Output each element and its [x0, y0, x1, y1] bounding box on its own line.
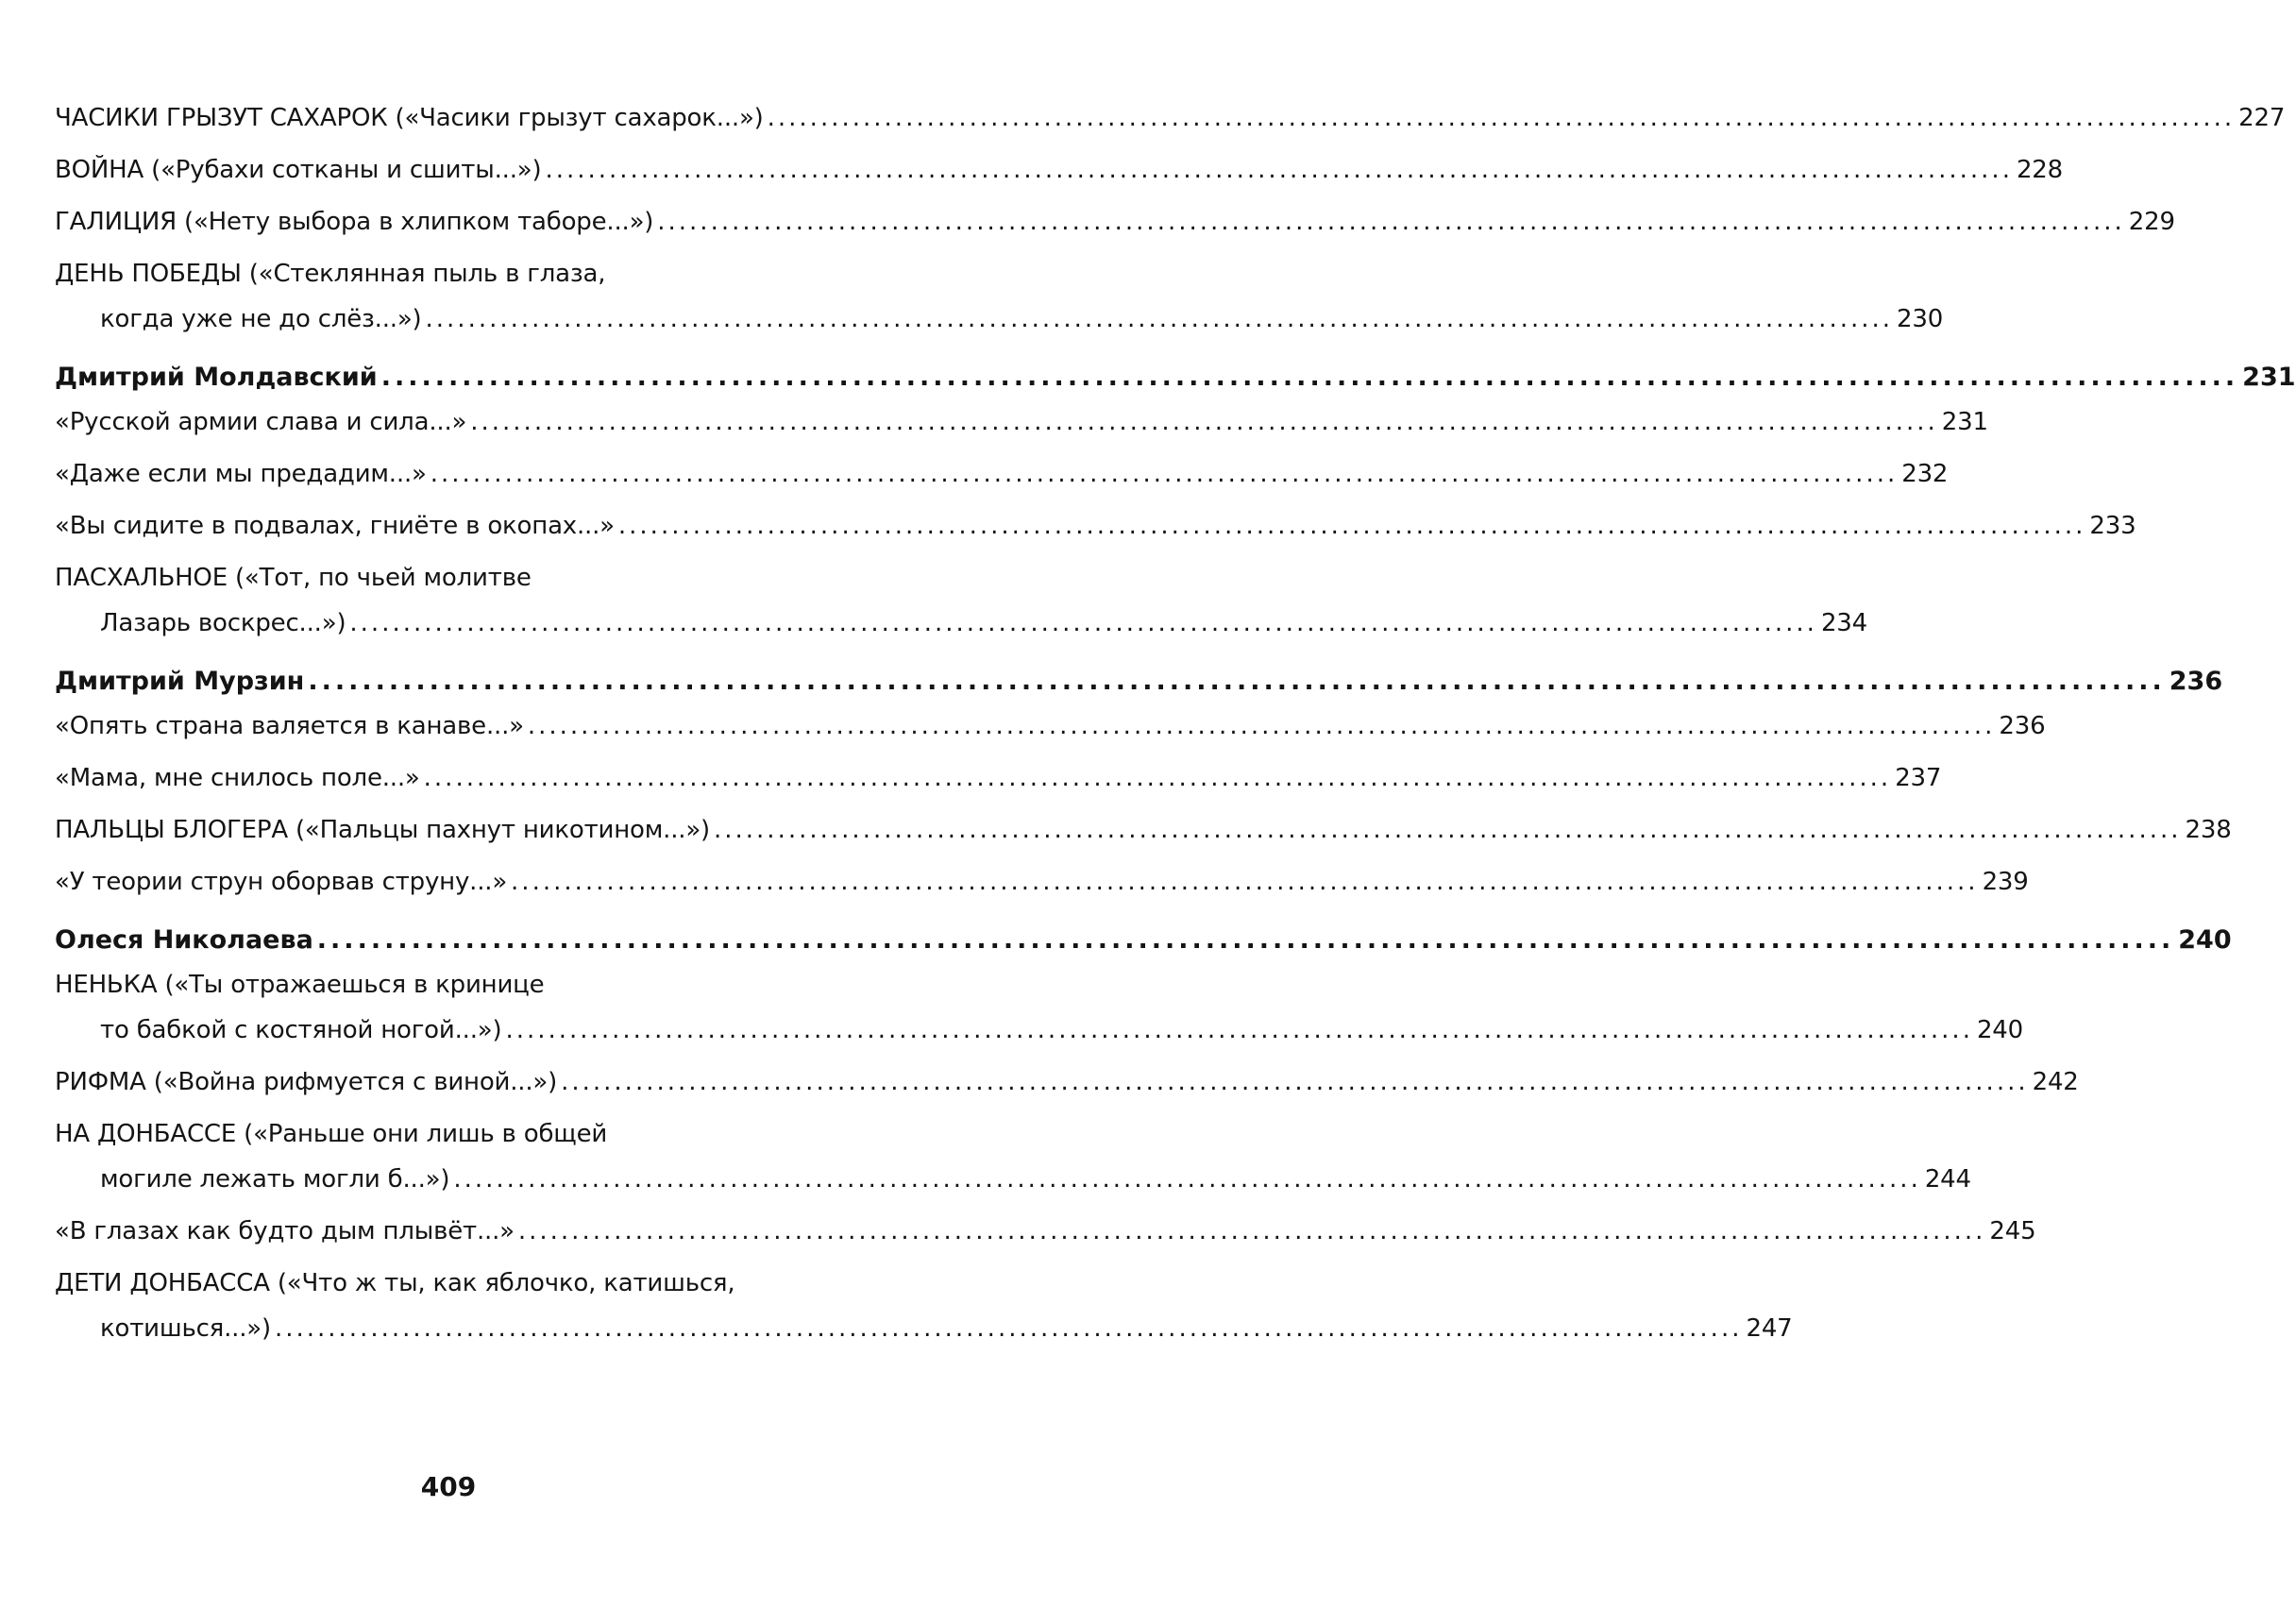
toc-page-number: 245	[1989, 1217, 2036, 1245]
toc-leader-line	[55, 1313, 1793, 1345]
toc-page-number: 244	[1924, 1165, 1971, 1194]
toc-entry-title: Дмитрий Мурзин	[55, 667, 305, 696]
toc-entry	[55, 1066, 2079, 1098]
toc-entry-title: «Мама, мне снилось поле...»	[55, 764, 420, 792]
toc-page-number: 239	[1982, 868, 2029, 896]
toc-page-number: 240	[1976, 1016, 2023, 1044]
toc-entry	[55, 1118, 1971, 1195]
toc-entry	[55, 154, 2063, 186]
toc-entry-title: «Вы сидите в подвалах, гниёте в окопах...»	[55, 512, 615, 540]
dot-leader: ..........................................................................................................................................	[430, 460, 1899, 488]
toc-entry-title: ГАЛИЦИЯ («Нету выбора в хлипком таборе...»)	[55, 208, 654, 236]
toc-leader-line	[55, 866, 2029, 898]
dot-leader: ..........................................................................................................................................	[527, 712, 1996, 740]
toc-entry	[55, 814, 2232, 846]
toc-entry	[55, 206, 2175, 238]
toc-entry	[55, 406, 1988, 438]
toc-entry	[55, 762, 1942, 794]
toc-leader-line	[55, 1066, 2079, 1098]
dot-leader: ..........................................................................................................................................	[380, 363, 2239, 392]
dot-leader: ..........................................................................................................................................	[316, 925, 2175, 955]
toc-entry-title: то бабкой с костяной ногой...»)	[100, 1016, 502, 1044]
toc-page-number: 231	[1941, 408, 1988, 436]
toc-entry-title: могиле лежать могли б...»)	[100, 1165, 450, 1194]
toc-entry-title: Олеся Николаева	[55, 925, 313, 955]
dot-leader: ..........................................................................................................................................	[511, 868, 1979, 896]
toc-entry-title: «Даже если мы предадим...»	[55, 460, 427, 488]
toc-leader-line	[55, 102, 2286, 134]
dot-leader: ..........................................................................................................................................	[274, 1314, 1743, 1343]
toc-page-number: 234	[1820, 609, 1867, 637]
dot-leader: ..........................................................................................................................................	[423, 764, 1892, 792]
page-number: 409	[420, 1471, 477, 1502]
toc-leader-line	[55, 206, 2175, 238]
toc-page-number: 237	[1895, 764, 1942, 792]
toc-entry-title: ПАЛЬЦЫ БЛОГЕРА («Пальцы пахнут никотином...»)	[55, 816, 710, 844]
dot-leader: ..........................................................................................................................................	[657, 208, 2125, 236]
dot-leader: ..........................................................................................................................................	[425, 305, 1894, 333]
toc-leader-line	[55, 1163, 1971, 1195]
toc-entry-title-line1: ДЕНЬ ПОБЕДЫ («Стеклянная пыль в глаза,	[55, 260, 606, 288]
toc-leader-line	[55, 406, 1988, 438]
dot-leader: ..........................................................................................................................................	[617, 512, 2086, 540]
table-of-contents	[55, 102, 2296, 1364]
toc-entry-title-line1: НА ДОНБАССЕ («Раньше они лишь в общей	[55, 1120, 608, 1148]
toc-leader-line	[55, 154, 2063, 186]
toc-page-number: 230	[1897, 305, 1944, 333]
toc-page-number: 228	[2016, 156, 2063, 184]
toc-entry-title-line1: ПАСХАЛЬНОЕ («Тот, по чьей молитве	[55, 564, 532, 592]
toc-entry-title: Лазарь воскрес...»)	[100, 609, 346, 637]
toc-leader-line	[55, 607, 1867, 639]
toc-entry	[55, 969, 2023, 1046]
dot-leader: ..........................................................................................................................................	[349, 609, 1817, 637]
dot-leader: ..........................................................................................................................................	[505, 1016, 1973, 1044]
toc-leader-line	[55, 1215, 2036, 1247]
toc-entry-title-line1: НЕНЬКА («Ты отражаешься в кринице	[55, 971, 545, 999]
dot-leader: ..........................................................................................................................................	[470, 408, 1938, 436]
toc-leader-line	[55, 710, 2046, 742]
toc-page-number: 232	[1901, 460, 1949, 488]
dot-leader: ..........................................................................................................................................	[517, 1217, 1986, 1245]
toc-entry	[55, 102, 2286, 134]
toc-page-number: 233	[2089, 512, 2136, 540]
toc-leader-line	[55, 510, 2136, 542]
toc-entry-title: «Русской армии слава и сила...»	[55, 408, 467, 436]
toc-entry	[55, 562, 1867, 639]
toc-entry-title-line1: ДЕТИ ДОНБАССА («Что ж ты, как яблочко, катишься,	[55, 1269, 735, 1297]
toc-page-number: 236	[1999, 712, 2046, 740]
toc-author-heading	[55, 665, 2223, 699]
toc-entry-title: ВОЙНА («Рубахи сотканы и сшиты...»)	[55, 156, 542, 184]
dot-leader: ..........................................................................................................................................	[561, 1068, 2029, 1096]
toc-leader-line	[55, 458, 1949, 490]
toc-entry-title: РИФМА («Война рифмуется с виной...»)	[55, 1068, 558, 1096]
toc-page-number: 240	[2178, 925, 2232, 955]
toc-page-number: 238	[2185, 816, 2232, 844]
toc-entry	[55, 1215, 2036, 1247]
dot-leader: ..........................................................................................................................................	[308, 667, 2166, 696]
toc-entry	[55, 510, 2136, 542]
toc-entry-title: «У теории струн оборвав струну...»	[55, 868, 508, 896]
dot-leader: ..........................................................................................................................................	[713, 816, 2182, 844]
toc-leader-line	[55, 303, 1944, 335]
dot-leader: ..........................................................................................................................................	[545, 156, 2013, 184]
toc-entry	[55, 258, 1944, 335]
toc-author-heading	[55, 923, 2232, 957]
dot-leader: ..........................................................................................................................................	[767, 104, 2236, 132]
toc-entry-title: когда уже не до слёз...»)	[100, 305, 422, 333]
toc-page-number: 242	[2032, 1068, 2079, 1096]
toc-leader-line	[55, 814, 2232, 846]
toc-entry-title: ЧАСИКИ ГРЫЗУТ САХАРОК («Часики грызут сахарок...»)	[55, 104, 764, 132]
toc-entry-title: «В глазах как будто дым плывёт...»	[55, 1217, 515, 1245]
toc-page-number: 247	[1746, 1314, 1793, 1343]
toc-page-number: 229	[2128, 208, 2175, 236]
toc-leader-line	[55, 762, 1942, 794]
toc-entry	[55, 1267, 1793, 1345]
toc-entry	[55, 458, 1949, 490]
toc-entry-title: котишься...»)	[100, 1314, 271, 1343]
dot-leader: ..........................................................................................................................................	[453, 1165, 1921, 1194]
toc-entry	[55, 866, 2029, 898]
toc-page-number: 227	[2238, 104, 2286, 132]
toc-entry-title: Дмитрий Молдавский	[55, 363, 378, 392]
toc-page-number: 231	[2242, 363, 2296, 392]
toc-leader-line	[55, 1014, 2023, 1046]
toc-page-number: 236	[2169, 667, 2223, 696]
toc-entry-title: «Опять страна валяется в канаве...»	[55, 712, 524, 740]
toc-entry	[55, 710, 2046, 742]
toc-author-heading	[55, 361, 2296, 395]
